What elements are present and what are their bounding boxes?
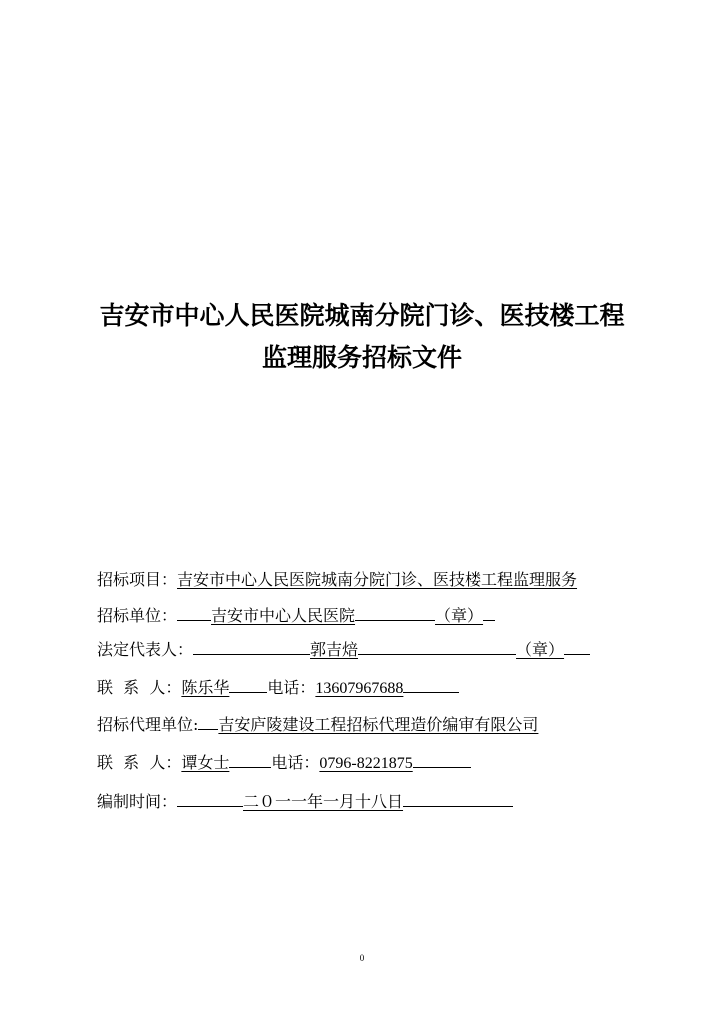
phone2-label: 电话： [271, 753, 320, 772]
contact-row-1 [97, 676, 459, 699]
document-title-line1: 吉安市中心人民医院城南分院门诊、医技楼工程 [99, 301, 625, 330]
phone1-value: 13607967688 [315, 680, 404, 697]
unit-seal: （章） [435, 606, 484, 625]
contact1-label: 联 系 人： [97, 678, 182, 697]
contact2-label: 联 系 人： [97, 753, 182, 772]
agent-label: 招标代理单位: [97, 715, 199, 734]
unit-label: 招标单位： [97, 606, 178, 625]
agent-value: 吉安庐陵建设工程招标代理造价编审有限公司 [218, 715, 539, 734]
phone2-value: 0796-8221875 [319, 755, 413, 772]
date-label: 编制时间： [97, 792, 178, 811]
unit-row [97, 604, 495, 626]
contact2-value: 谭女士 [181, 753, 230, 772]
legal-rep-label: 法定代表人： [97, 640, 194, 659]
date-row [97, 790, 513, 812]
project-row [97, 570, 577, 590]
document-title-line2: 监理服务招标文件 [261, 343, 462, 372]
project-label: 招标项目： [97, 570, 178, 589]
unit-value: 吉安市中心人民医院 [211, 606, 356, 625]
date-value: 二０一一年一月十八日 [243, 792, 404, 811]
contact-row-2 [97, 751, 471, 774]
legal-rep-value: 郭吉焙 [310, 640, 359, 659]
agent-row [97, 713, 538, 735]
legal-rep-row [97, 638, 590, 660]
legal-rep-seal: （章） [516, 640, 565, 659]
page-number: 0 [359, 953, 365, 963]
contact1-value: 陈乐华 [181, 678, 230, 697]
phone1-label: 电话： [267, 678, 316, 697]
project-value: 吉安市中心人民医院城南分院门诊、医技楼工程监理服务 [177, 570, 578, 589]
